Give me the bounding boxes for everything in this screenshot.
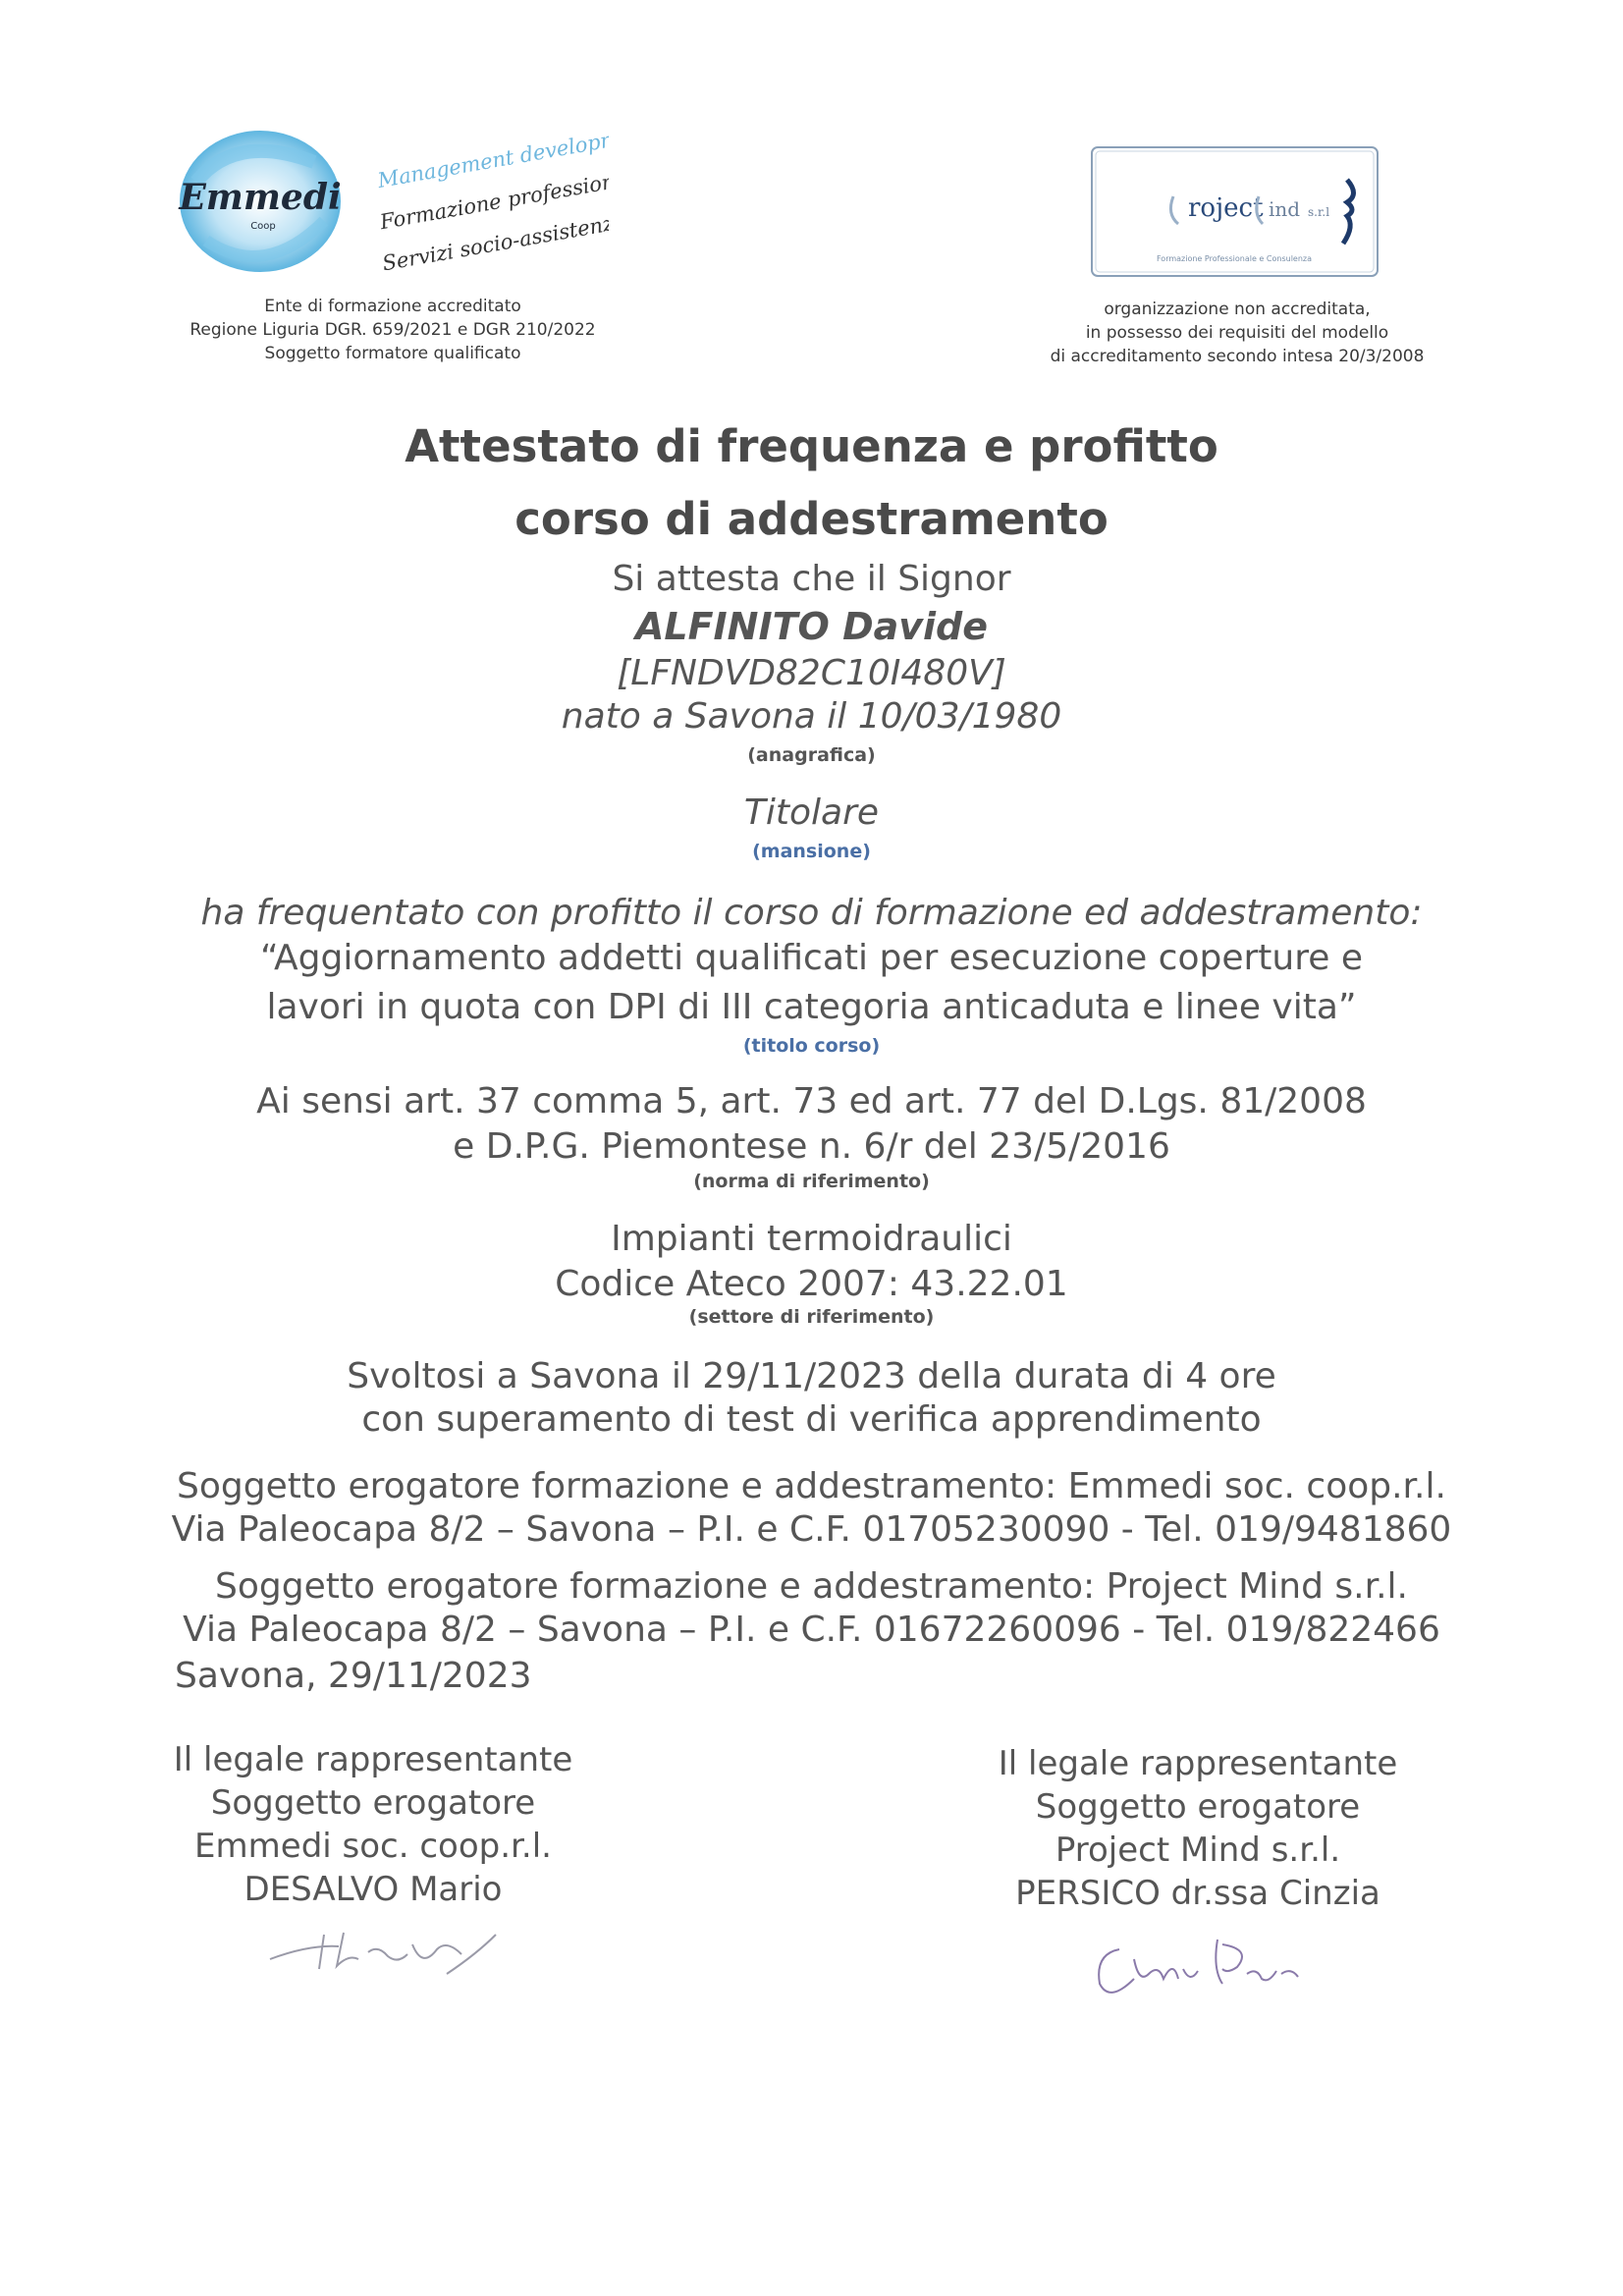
emmedi-brand: Emmedi (179, 177, 342, 218)
label-norma: (norma di riferimento) (693, 1171, 930, 1192)
norm-line-1: Ai sensi art. 37 comma 5, art. 73 ed art. 77 del D.Lgs. 81/2008 (256, 1081, 1367, 1121)
provider-2-line-1: Soggetto erogatore formazione e addestramento: Project Mind s.r.l. (215, 1566, 1408, 1607)
tagline-2: Formazione professionale (378, 164, 609, 235)
label-titolo-corso: (titolo corso) (742, 1035, 881, 1057)
signature-block-right: Il legale rappresentante Soggetto erogatore Project Mind s.r.l. PERSICO dr.ssa Cinzia (998, 1744, 1398, 1913)
title-line-2: corso di addestramento (514, 493, 1109, 545)
pm-brand-1: roject (1188, 193, 1264, 223)
norm-line-2: e D.P.G. Piemontese n. 6/r del 23/5/2016 (453, 1126, 1170, 1167)
provider-2-line-2: Via Paleocapa 8/2 – Savona – P.I. e C.F. 01672260096 - Tel. 019/822466 (183, 1610, 1440, 1650)
signature-block-left: Il legale rappresentante Soggetto erogatore Emmedi soc. coop.r.l. DESALVO Mario (173, 1740, 573, 1909)
session-line-2: con superamento di test di verifica apprendimento (361, 1399, 1262, 1440)
session-line-1: Svoltosi a Savona il 29/11/2023 della durata di 4 ore (347, 1356, 1276, 1396)
course-title-2: lavori in quota con DPI di III categoria anticaduta e linee vita” (266, 987, 1357, 1027)
pm-tagline: Formazione Professionale e Consulenza (1156, 254, 1313, 263)
label-settore: (settore di riferimento) (688, 1306, 935, 1328)
place-date: Savona, 29/11/2023 (175, 1656, 532, 1696)
label-anagrafica: (anagrafica) (747, 744, 876, 766)
course-intro: ha frequentato con profitto il corso di formazione ed addestramento: (200, 893, 1423, 933)
pm-brand-2: ind (1269, 197, 1301, 221)
tagline-3: Servizi socio-assistenziali (380, 205, 609, 276)
provider-1-line-1: Soggetto erogatore formazione e addestramento: Emmedi soc. coop.r.l. (177, 1466, 1446, 1506)
fiscal-code: [LFNDVD82C10I480V] (617, 653, 1006, 693)
person-name: ALFINITO Davide (634, 605, 989, 648)
pm-accreditation: organizzazione non accreditata, in possesso dei requisiti del modello di accreditamento secondo intesa 20/3/2008 (1050, 300, 1425, 366)
birth-info: nato a Savona il 10/03/1980 (561, 696, 1062, 737)
intro-text: Si attesta che il Signor (612, 559, 1011, 599)
role-value: Titolare (743, 793, 880, 833)
provider-1-line-2: Via Paleocapa 8/2 – Savona – P.I. e C.F. 01705230090 - Tel. 019/9481860 (171, 1509, 1452, 1550)
title-line-1: Attestato di frequenza e profitto (405, 420, 1218, 472)
sector-line-1: Impianti termoidraulici (611, 1219, 1012, 1259)
signature-persico-icon (1080, 1930, 1316, 2008)
course-title-1: “Aggiornamento addetti qualificati per esecuzione coperture e (260, 938, 1363, 978)
sector-line-2: Codice Ateco 2007: 43.22.01 (555, 1264, 1068, 1304)
emmedi-accreditation: Ente di formazione accreditato Regione Liguria DGR. 659/2021 e DGR 210/2022 Soggetto formatore qualificato (189, 297, 596, 363)
pm-suffix: s.r.l (1308, 205, 1330, 219)
tagline-1: Management development (375, 123, 609, 193)
signature-desalvo-icon (250, 1915, 506, 1984)
emmedi-sub: Coop (250, 221, 276, 232)
project-mind-logo (1090, 145, 1380, 278)
label-mansione: (mansione) (752, 841, 871, 862)
emmedi-logo (177, 123, 609, 290)
